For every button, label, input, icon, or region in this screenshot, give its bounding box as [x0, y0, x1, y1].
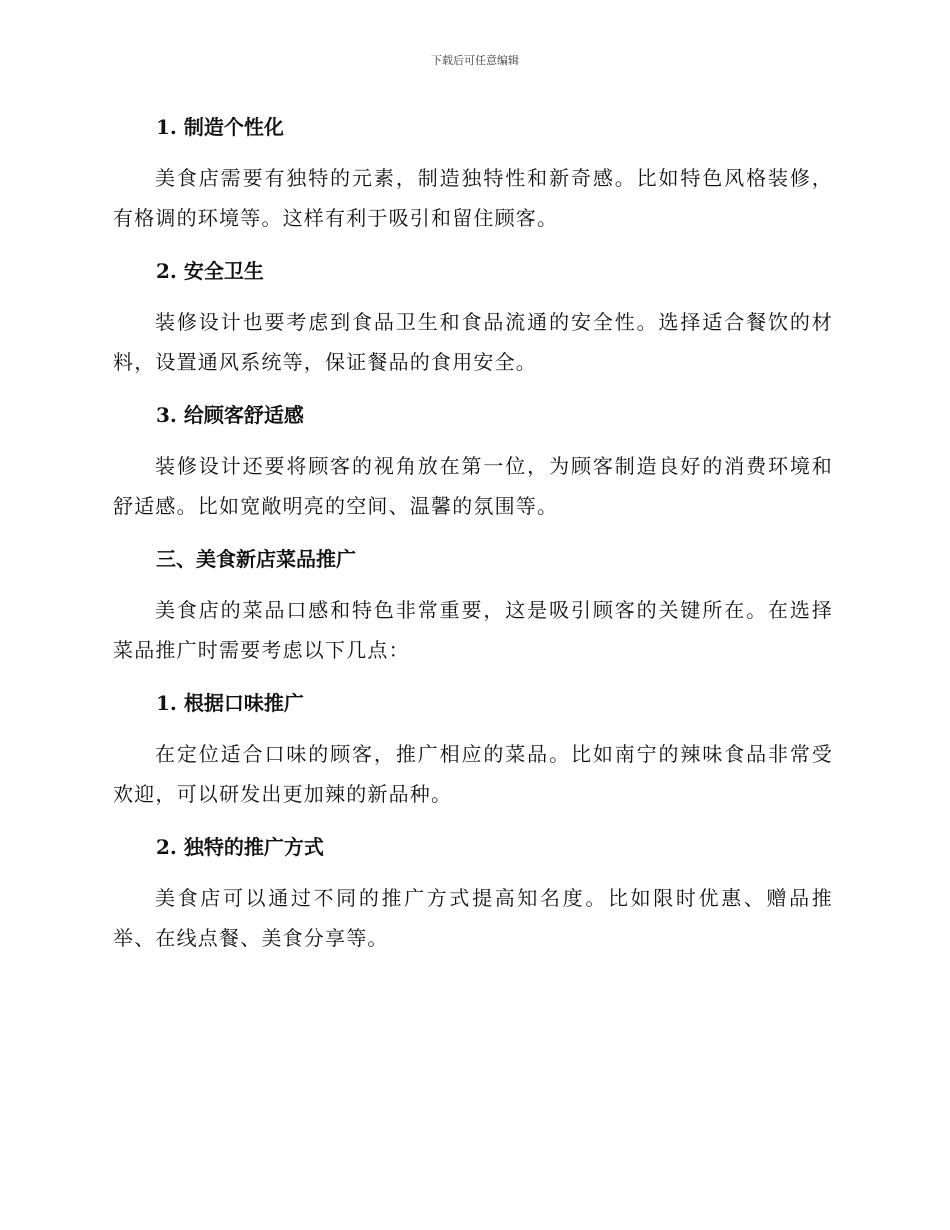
section-paragraph-comfort: 装修设计还要将顾客的视角放在第一位，为顾客制造良好的消费环境和舒适感。比如宽敞明亮的空间、温馨的氛围等。 [113, 454, 833, 518]
document-body [113, 106, 833, 970]
page-header: 下载后可任意编辑 [431, 54, 519, 67]
section-paragraph-unique-promotion: 美食店可以通过不同的推广方式提高知名度。比如限时优惠、赠品推举、在线点餐、美食分享等。 [113, 886, 833, 950]
section-heading-comfort: 3. 给顾客舒适感 [156, 403, 304, 427]
section-paragraph-personalization: 美食店需要有独特的元素，制造独特性和新奇感。比如特色风格装修，有格调的环境等。这样有利于吸引和留住顾客。 [113, 166, 833, 230]
section-heading-taste-promotion: 1. 根据口味推广 [156, 691, 304, 715]
section-heading-dish-promotion: 三、美食新店菜品推广 [156, 547, 356, 571]
section-paragraph-safety-hygiene: 装修设计也要考虑到食品卫生和食品流通的安全性。选择适合餐饮的材料，设置通风系统等，保证餐品的食用安全。 [113, 310, 833, 374]
section-heading-personalization: 1. 制造个性化 [156, 115, 284, 139]
section-paragraph-dish-promotion: 美食店的菜品口感和特色非常重要，这是吸引顾客的关键所在。在选择菜品推广时需要考虑以下几点： [113, 598, 833, 662]
section-paragraph-taste-promotion: 在定位适合口味的顾客，推广相应的菜品。比如南宁的辣味食品非常受欢迎，可以研发出更加辣的新品种。 [113, 742, 833, 806]
section-heading-safety-hygiene: 2. 安全卫生 [156, 259, 264, 283]
section-heading-unique-promotion: 2. 独特的推广方式 [156, 835, 324, 859]
